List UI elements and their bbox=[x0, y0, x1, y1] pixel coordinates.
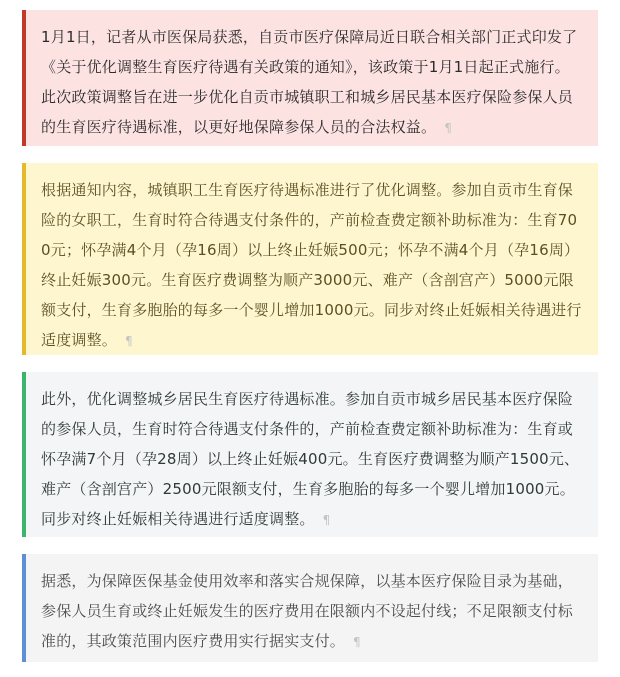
paragraph-mark-icon: ¶ bbox=[353, 635, 361, 649]
paragraph-text: 此外，优化调整城乡居民生育医疗待遇标准。参加自贡市城乡居民基本医疗保险的参保人员，生育时符合待遇支付条件的，产前检查费定额补助标准为：生育或怀孕满7个月（孕28周）以上终止妊娠400元。生育医疗费调整为顺产1500元、难产（含剖宫产）2500元限额支付，生育多胞胎的每多一个婴儿增加1000元。同步对终止妊娠相关待遇进行适度调整。 bbox=[41, 390, 580, 528]
paragraph-text: 1月1日，记者从市医保局获悉，自贡市医疗保障局近日联合相关部门正式印发了《关于优化调整生育医疗待遇有关政策的通知》，该政策于1月1日起正式施行。此次政策调整旨在进一步优化自贡市城镇职工和城乡居民基本医疗保险参保人员的生育医疗待遇标准，以更好地保障参保人员的合法权益。 bbox=[41, 28, 578, 136]
paragraph-text: 据悉，为保障医保基金使用效率和落实合规保障，以基本医疗保险目录为基础，参保人员生育或终止妊娠发生的医疗费用在限额内不设起付线；不足限额支付标准的，其政策范围内医疗费用实行据实支付。 bbox=[41, 572, 574, 650]
notice-paragraph-payment-rules bbox=[22, 554, 598, 662]
paragraph-mark-icon: ¶ bbox=[444, 121, 453, 135]
notice-paragraph-announcement bbox=[22, 10, 598, 146]
paragraph-mark-icon: ¶ bbox=[322, 513, 331, 527]
notice-paragraph-resident-standards bbox=[22, 372, 598, 537]
paragraph-mark-icon: ¶ bbox=[125, 334, 133, 348]
notice-paragraph-employee-standards bbox=[22, 163, 598, 355]
paragraph-text: 根据通知内容，城镇职工生育医疗待遇标准进行了优化调整。参加自贡市生育保险的女职工，生育时符合待遇支付条件的，产前检查费定额补助标准为：生育700元；怀孕满4个月（孕16周）以上终止妊娠500元；怀孕不满4个月（孕16周）终止妊娠300元。生育医疗费调整为顺产3000元、难产（含剖宫产）5000元限额支付，生育多胞胎的每多一个婴儿增加1000元。同步对终止妊娠相关待遇进行适度调整。 bbox=[41, 181, 582, 349]
